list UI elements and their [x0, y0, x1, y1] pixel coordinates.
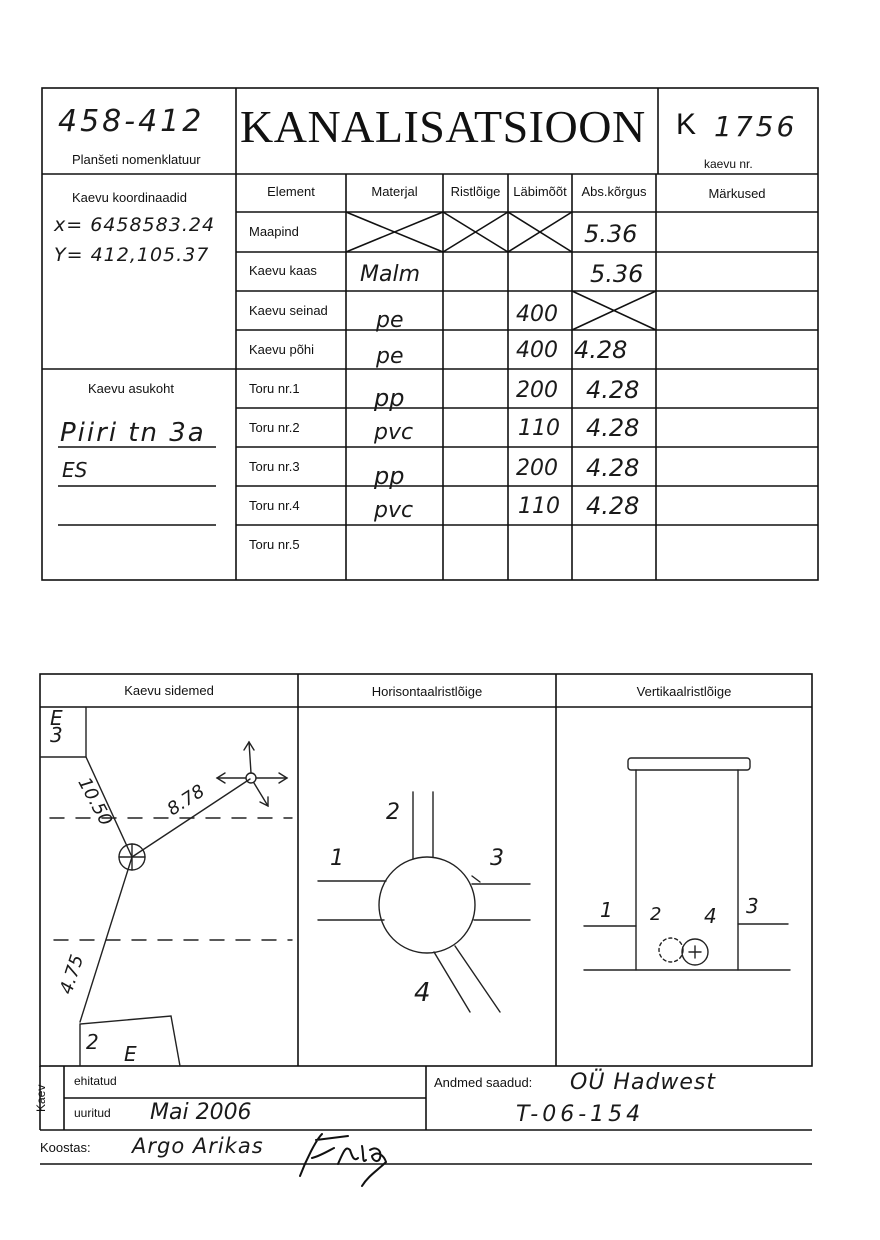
row-material: pvc [374, 420, 414, 445]
row-height: 4.28 [574, 336, 628, 364]
horizontal-header: Horisontaalristlõige [371, 684, 483, 699]
row-element: Maapind [249, 224, 299, 239]
surveyed-value: Mai 2006 [150, 1100, 252, 1125]
row-material: pe [376, 344, 404, 369]
row-material: Malm [360, 262, 421, 287]
row-element: Toru nr.4 [249, 498, 300, 513]
well-label: kaevu nr. [704, 157, 753, 171]
author-value: Argo Arikas [132, 1134, 264, 1158]
coordinate-x: x= 6458583.24 [54, 214, 216, 236]
row-height: 4.28 [586, 454, 640, 482]
row-diameter: 400 [516, 302, 558, 327]
signature-scribble [300, 1134, 386, 1186]
row-material: pe [376, 308, 404, 333]
row-height: 4.28 [586, 376, 640, 404]
vertical-pipe-3: 3 [746, 894, 759, 918]
row-diameter: 200 [516, 378, 558, 403]
row-diameter: 110 [518, 416, 560, 441]
coordinates-label: Kaevu koordinaadid [72, 190, 187, 205]
row-height: 4.28 [586, 414, 640, 442]
row-element: Kaevu seinad [249, 303, 328, 318]
horizontal-pipe-3: 3 [490, 846, 504, 871]
row-element: Kaevu kaas [249, 263, 317, 278]
tie-distance-1: 10.50 [73, 774, 117, 830]
row-material: pvc [374, 498, 414, 523]
col-header-diameter: Läbimõõt [513, 184, 567, 199]
kaev-label: Kaev [34, 1084, 48, 1112]
ties-header: Kaevu sidemed [124, 683, 214, 698]
row-element: Toru nr.1 [249, 381, 300, 396]
data-source-value: OÜ Hadwest [570, 1070, 717, 1095]
data-reference: T-06-154 [516, 1102, 645, 1127]
col-header-element: Element [267, 184, 315, 199]
col-header-notes: Märkused [708, 186, 766, 201]
well-number: 1756 [714, 110, 798, 143]
col-header-height: Abs.kõrgus [581, 184, 647, 199]
well-prefix: K [676, 108, 697, 141]
row-material: pp [374, 462, 405, 490]
vertical-header: Vertikaalristlõige [636, 684, 732, 699]
horizontal-pipe-2: 2 [386, 800, 400, 825]
row-height: 5.36 [590, 260, 644, 288]
ties-corner-top: E 3 [50, 706, 63, 747]
location-address: Piiri tn 3a [60, 418, 206, 448]
coordinate-y: Y= 412,105.37 [54, 244, 210, 266]
data-source-label: Andmed saadud: [434, 1075, 533, 1090]
tie-distance-3: 4.75 [55, 952, 89, 997]
row-height: 4.28 [586, 492, 640, 520]
sheet-number: 458-412 [58, 104, 205, 139]
vertical-pipe-4: 4 [704, 904, 717, 928]
ties-corner-bottom-letter: E [124, 1042, 137, 1066]
horizontal-pipe-4: 4 [414, 978, 431, 1008]
row-element: Toru nr.3 [249, 459, 300, 474]
surveyed-label: uuritud [74, 1106, 111, 1120]
vertical-pipe-2: 2 [650, 904, 662, 925]
tie-distance-2: 8.78 [163, 780, 209, 821]
ties-corner-bottom-num: 2 [86, 1030, 99, 1054]
row-element: Toru nr.5 [249, 537, 300, 552]
col-header-material: Materjal [371, 184, 418, 199]
col-header-section: Ristlõige [450, 184, 501, 199]
horizontal-pipe-1: 1 [330, 846, 344, 871]
vertical-pipe-1: 1 [600, 898, 613, 922]
sheet-label: Planšeti nomenklatuur [72, 152, 201, 167]
location-note: ES [62, 458, 88, 482]
row-diameter: 400 [516, 338, 558, 363]
row-element: Toru nr.2 [249, 420, 300, 435]
location-label: Kaevu asukoht [88, 381, 175, 396]
row-height: 5.36 [584, 220, 638, 248]
row-material: pp [374, 384, 405, 412]
author-label: Koostas: [40, 1140, 91, 1155]
row-diameter: 200 [516, 456, 558, 481]
row-element: Kaevu põhi [249, 342, 315, 357]
built-label: ehitatud [74, 1074, 117, 1088]
row-diameter: 110 [518, 494, 560, 519]
page-title: KANALISATSIOON [240, 101, 646, 152]
